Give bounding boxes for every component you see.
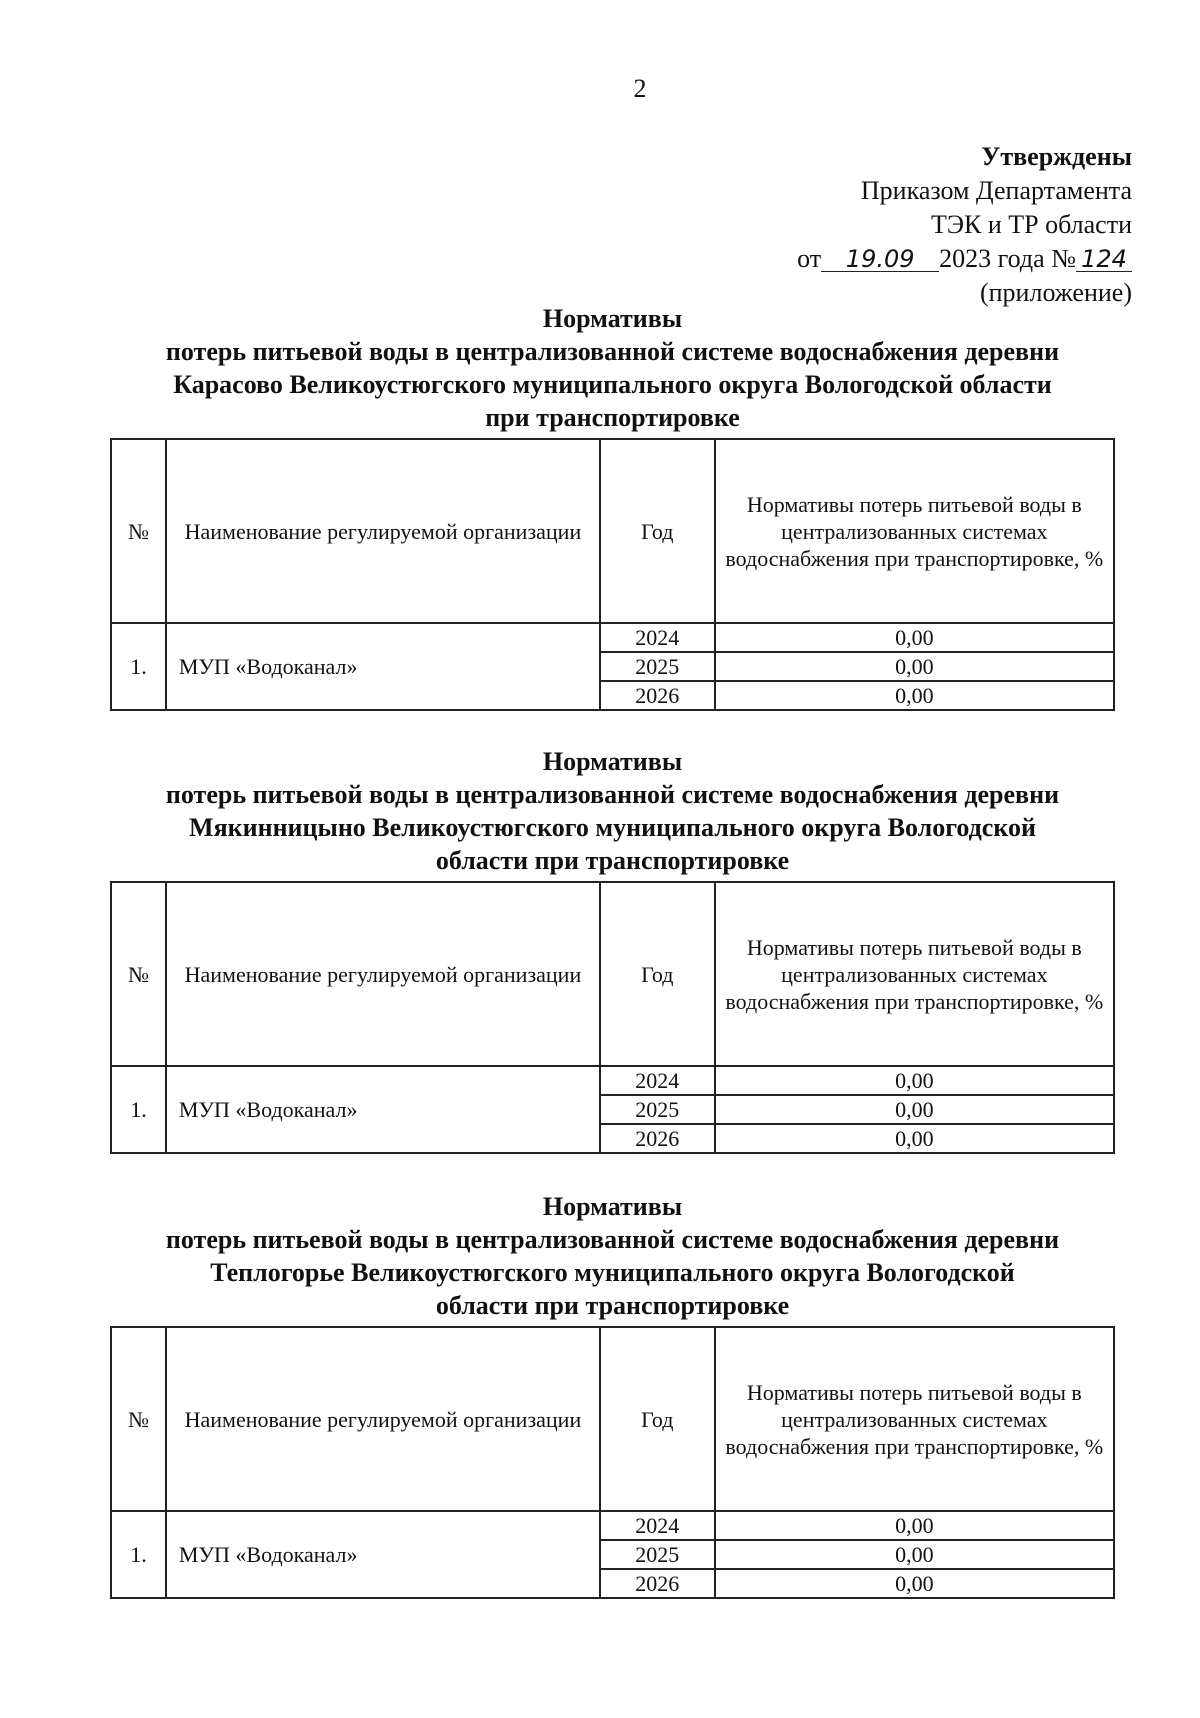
row-year: 2026 [600,1569,715,1598]
row-value: 0,00 [715,623,1114,652]
section-title [110,302,1115,434]
approved-label: Утверждены [981,142,1132,171]
norms-table [110,881,1115,1154]
table-header-row [111,1327,1114,1511]
row-year: 2026 [600,681,715,710]
title-line: Теплогорье Великоустюгского муниципального округа Вологодской [210,1258,1015,1287]
header-num: № [111,1327,166,1511]
header-norm: Нормативы потерь питьевой воды в централизованных системах водоснабжения при транспортировке, % [715,1327,1114,1511]
section-teplogorye [110,1190,1115,1599]
title-line: Карасово Великоустюгского муниципального округа Вологодской области [173,370,1052,399]
row-org: МУП «Водоканал» [166,1511,600,1598]
header-year: Год [600,439,715,623]
section-myakinnitsyno [110,745,1115,1154]
header-org: Наименование регулируемой организации [166,439,600,623]
section-title [110,745,1115,877]
row-value: 0,00 [715,1511,1114,1540]
header-norm: Нормативы потерь питьевой воды в централизованных системах водоснабжения при транспортировке, % [715,882,1114,1066]
header-year: Год [600,882,715,1066]
appendix-label: (приложение) [979,278,1132,307]
title-line: потерь питьевой воды в централизованной системе водоснабжения деревни [165,337,1060,366]
row-value: 0,00 [715,1540,1114,1569]
row-num: 1. [111,1066,166,1153]
row-num: 1. [111,1511,166,1598]
row-year: 2025 [600,1540,715,1569]
section-title [110,1190,1115,1322]
handwritten-date: 19.09 [821,247,939,272]
approval-line-1: Приказом Департамента [860,176,1132,205]
row-year: 2026 [600,1124,715,1153]
title-line: при транспортировке [485,403,740,432]
header-year: Год [600,1327,715,1511]
norms-table [110,438,1115,711]
row-value: 0,00 [715,652,1114,681]
table-row [111,1511,1114,1540]
approval-line-2: ТЭК и ТР области [930,210,1132,239]
norms-table [110,1326,1115,1599]
year-text: 2023 года № [939,244,1076,273]
title-line: Мякинницыно Великоустюгского муниципального округа Вологодской [189,813,1036,842]
header-org: Наименование регулируемой организации [166,1327,600,1511]
row-org: МУП «Водоканал» [166,623,600,710]
row-year: 2025 [600,1095,715,1124]
row-value: 0,00 [715,1095,1114,1124]
title-line: потерь питьевой воды в централизованной системе водоснабжения деревни [165,1225,1060,1254]
approval-block [612,140,1132,310]
page-number: 2 [633,74,647,103]
title-line: области при транспортировке [435,846,790,875]
row-year: 2024 [600,1511,715,1540]
row-value: 0,00 [715,1124,1114,1153]
handwritten-number: 124 [1076,247,1132,272]
section-karasovo [110,302,1115,711]
row-value: 0,00 [715,1569,1114,1598]
title-line: Нормативы [542,747,683,776]
title-line: потерь питьевой воды в централизованной системе водоснабжения деревни [165,780,1060,809]
table-header-row [111,882,1114,1066]
table-header-row [111,439,1114,623]
row-num: 1. [111,623,166,710]
header-norm: Нормативы потерь питьевой воды в централизованных системах водоснабжения при транспортировке, % [715,439,1114,623]
header-num: № [111,882,166,1066]
title-line: области при транспортировке [435,1291,790,1320]
table-row [111,1066,1114,1095]
from-label: от [797,244,822,273]
row-year: 2024 [600,1066,715,1095]
row-value: 0,00 [715,681,1114,710]
title-line: Нормативы [542,304,683,333]
approval-date-line [612,242,1132,276]
row-org: МУП «Водоканал» [166,1066,600,1153]
title-line: Нормативы [542,1192,683,1221]
header-org: Наименование регулируемой организации [166,882,600,1066]
header-num: № [111,439,166,623]
row-year: 2025 [600,652,715,681]
row-year: 2024 [600,623,715,652]
row-value: 0,00 [715,1066,1114,1095]
table-row [111,623,1114,652]
